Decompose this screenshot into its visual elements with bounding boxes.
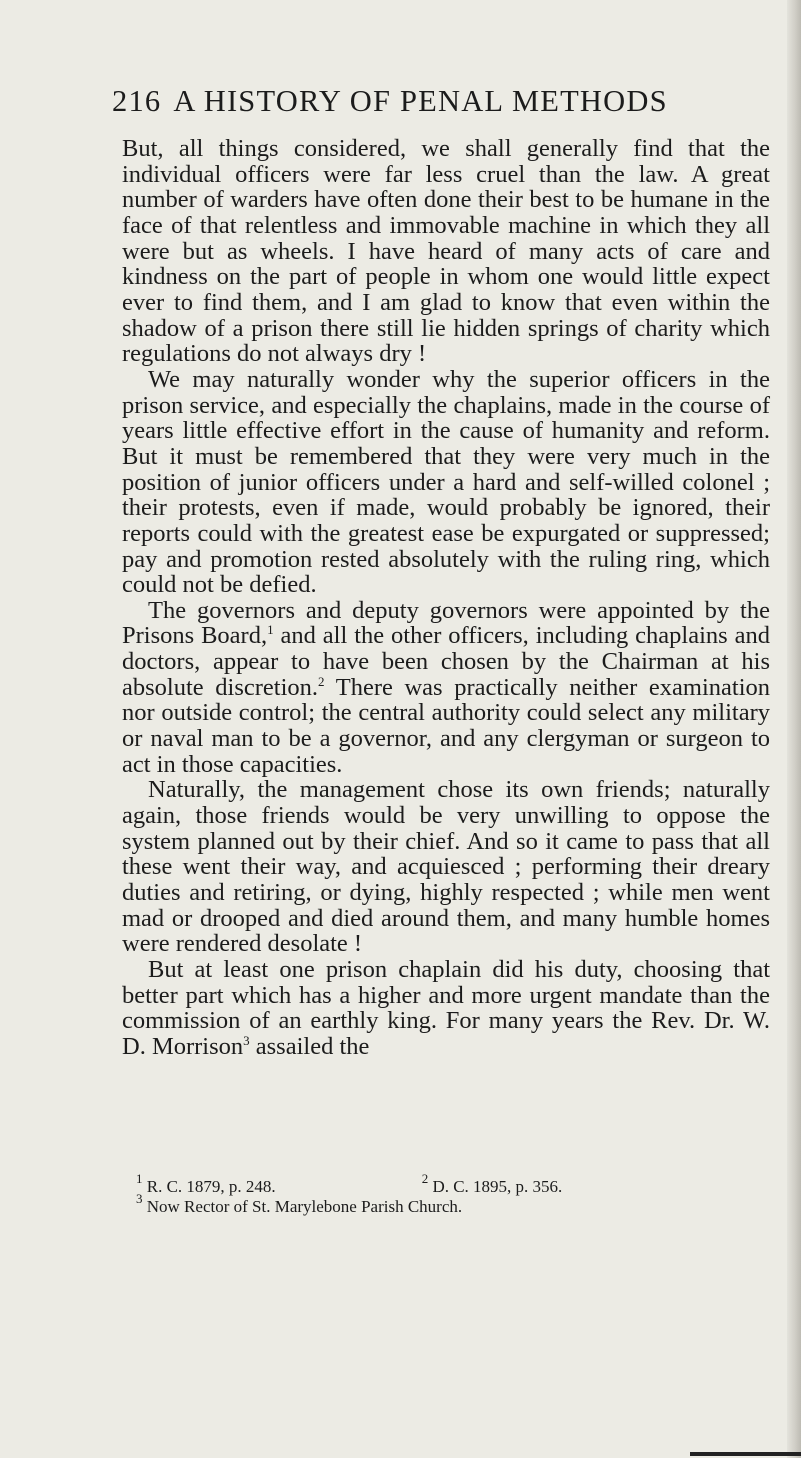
paragraph-text: assailed the bbox=[249, 1032, 370, 1060]
running-title: A HISTORY OF PENAL METHODS bbox=[173, 84, 668, 118]
footnote-reference: 2 bbox=[318, 673, 325, 689]
footnote-reference: 1 bbox=[267, 622, 274, 638]
paragraph bbox=[122, 136, 770, 367]
paragraph-text: We may naturally wonder why the superior officers in the prison service, and especially the chaplains, made in the course of years little effective effort in the cause of humanity and reform. But it must be remembered that they were very much in the position of junior officers under a hard and self-willed colonel ; their protests, even if made, would probably be ignored, their reports could with the greatest ease be expurgated or suppressed; pay and promotion rested absolutely with the ruling ring, which could not be defied. bbox=[122, 365, 770, 599]
paragraph-text: But, all things considered, we shall generally find that the individual officers were far less cruel than the law. A great number of warders have often done their best to be humane in the face of that relentless and immovable machine in which they all were but as wheels. I have heard of many acts of care and kindness on the part of people in whom one would little expect ever to find them, and I am glad to know that even within the shadow of a prison there still lie hidden springs of charity which regulations do not always dry ! bbox=[122, 135, 770, 368]
footnote-text: Now Rector of St. Marylebone Parish Church. bbox=[146, 1197, 463, 1216]
page-corner-mark bbox=[690, 1452, 801, 1456]
footnote-row bbox=[136, 1171, 776, 1197]
footnote-row bbox=[136, 1191, 776, 1217]
footnote-reference: 3 bbox=[243, 1032, 250, 1048]
paragraph bbox=[122, 777, 770, 957]
paragraph-text: But at least one prison chaplain did his duty, choosing that better part which has a higher and more urgent mandate than the commission of an earthly king. For many years the Rev. Dr. W. D. Morrison bbox=[122, 956, 770, 1060]
body-text bbox=[122, 136, 770, 1060]
paragraph-text: There was practically neither examination nor outside control; the central authority could select any military or naval man to be a governor, and any clergyman or surgeon to act in those capacities. bbox=[122, 673, 770, 778]
paragraph bbox=[122, 957, 770, 1060]
paragraph bbox=[122, 598, 770, 778]
paragraph bbox=[122, 367, 770, 598]
running-header bbox=[112, 84, 772, 119]
paragraph-text: and all the other officers, including chaplains and doctors, appear to have been chosen by the Chairman at his absolute discretion. bbox=[122, 622, 770, 701]
page-number: 216 bbox=[112, 84, 162, 118]
paragraph-text: The governors and deputy governors were appointed by the Prisons Board, bbox=[122, 596, 770, 650]
footnote-text: R. C. 1879, p. 248. bbox=[146, 1177, 276, 1196]
footnote-mark: 2 bbox=[421, 1171, 429, 1186]
footnotes bbox=[136, 1171, 776, 1217]
footnote-mark: 1 bbox=[136, 1171, 143, 1186]
footnote-mark: 3 bbox=[136, 1191, 143, 1206]
paragraph-text: Naturally, the management chose its own friends; naturally again, those friends would be very unwilling to oppose the system planned out by their chief. And so it came to pass that all these went their way, and acquiesced ; performing their dreary duties and retiring, or dying, highly respected ; while men went mad or drooped and died around them, and many humble homes were rendered desolate ! bbox=[122, 776, 770, 958]
footnote-text: D. C. 1895, p. 356. bbox=[432, 1177, 563, 1196]
page-edge-shadow bbox=[787, 0, 801, 1458]
